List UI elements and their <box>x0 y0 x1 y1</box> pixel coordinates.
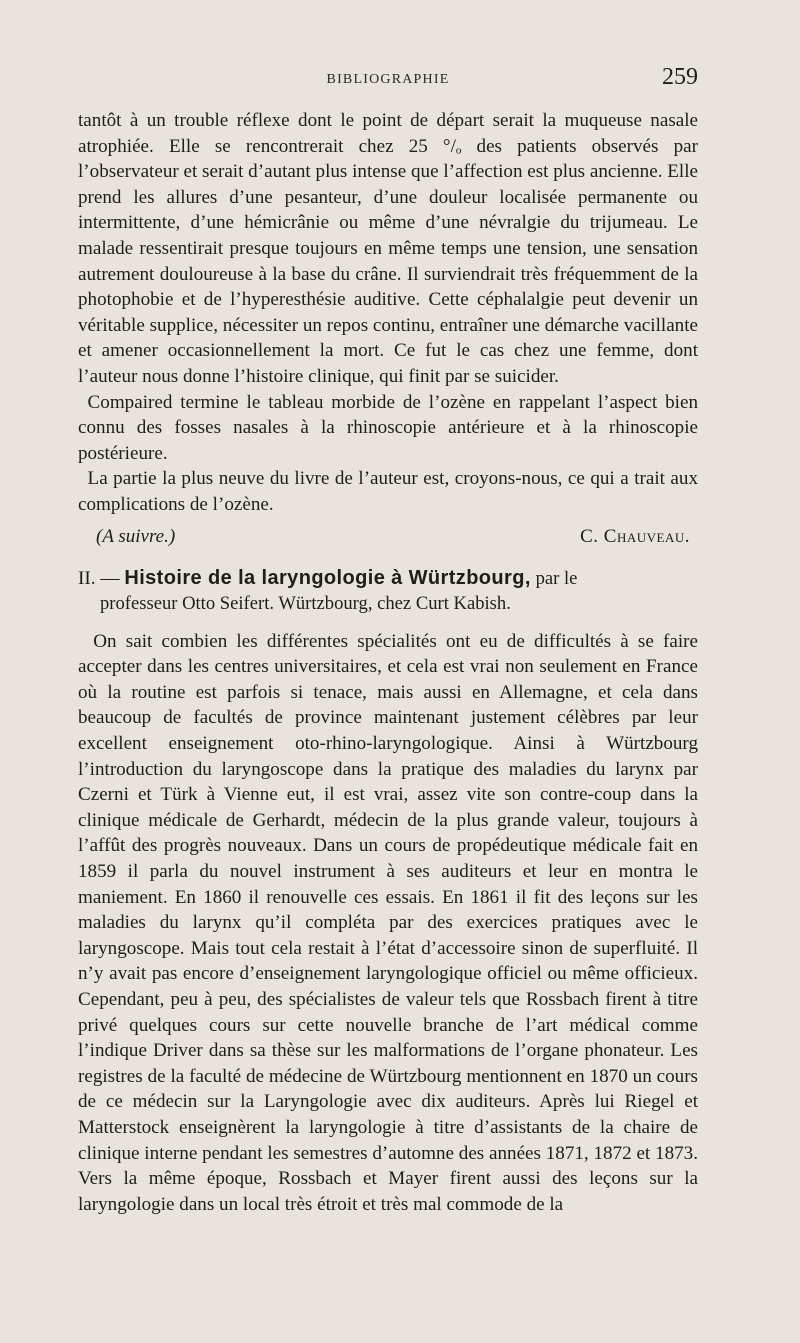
section-body <box>78 629 698 1218</box>
paragraph-1: tantôt à un trouble réflexe dont le point de départ serait la muqueuse nasale atrophiée. Elle se rencontrerait chez 25 °/ₒ des patients observés par l’observateur et serait d’autant plus intense que l’affection est plus ancienne. Elle prend les allures d’une pesanteur, d’une douleur localisée permanente ou intermittente, d’une hémicrânie ou même d’une névralgie du trijumeau. Le malade ressentirait presque toujours en même temps une tension, une sensation autrement douloureuse à la base du crâne. Il surviendrait très fréquemment de la photophobie et de l’hyperesthésie auditive. Cette céphalalgie peut devenir un véritable supplice, nécessiter un repos continu, entraîner une démarche vacillante et amener occasionnellement la mort. Ce fut le cas chez une femme, dont l’auteur nous donne l’histoire clinique, qui finit par se suicider. <box>78 110 698 387</box>
section-paragraph: On sait combien les différentes spécialités ont eu de difficultés à se faire accepter dans les centres universitaires, et cela est vrai non seulement en France où la routine est parfois si tenace, mais aussi en Allemagne, et cela dans beaucoup de facultés de province maintenant justement célèbres par leur excellent enseignement oto-rhino-laryngologique. Ainsi à Würtzbourg l’introduction du laryngoscope dans la pratique des maladies du larynx par Czerni et Türk à Vienne eut, il est vrai, assez vite son contre-coup dans la clinique médicale de Gerhardt, médecin de la plus grande valeur, toujours à l’affût des progrès nouveaux. Dans un cours de propédeutique médicale fait en 1859 il parla du nouvel instrument à ses auditeurs et leur en montra le maniement. En 1860 il renouvelle ces essais. En 1861 il fit des leçons sur les maladies du larynx qu’il compléta par des exercices pratiques avec le laryngoscope. Mais tout cela restait à l’état d’accessoire sinon de superfluité. Il n’y avait pas encore d’enseignement laryngologique officiel ou même officieux. Cependant, peu à peu, des spécialistes de valeur tels que Rossbach firent à titre privé quelques cours sur cette nouvelle branche de l’art médical comme l’indique Driver dans sa thèse sur les malformations de l’organe phonateur. Les registres de la faculté de médecine de Würtzbourg mentionnent en 1870 un cours de ce médecin sur la Laryngologie avec dix auditeurs. Après lui Riegel et Matterstock enseignèrent la laryngologie à titre d’assistants de la chaire de clinique interne pendant les semestres d’automne des années 1871, 1872 et 1873. Vers la même époque, Rossbach et Mayer firent aussi des leçons sur la laryngologie dans un local très étroit et très mal commode de la <box>78 630 698 1215</box>
section-byline-start: par le <box>535 567 578 589</box>
continuation-note: (A suivre.) <box>96 525 176 547</box>
page-number: 259 <box>662 64 698 90</box>
paragraph-2: Compaired termine le tableau morbide de l’ozène en rappelant l’aspect bien connu des fosses nasales à la rhinoscopie antérieure et à la rhinoscopie postérieure. <box>78 391 698 464</box>
signature-row <box>78 520 698 552</box>
author-signature: C. Chauveau. <box>580 525 690 547</box>
section-heading-line <box>78 566 698 592</box>
section-byline: professeur Otto Seifert. Würtzbourg, chez Curt Kabish. <box>100 593 511 615</box>
page-body <box>78 108 698 1217</box>
section-heading <box>78 566 698 617</box>
section-number: II. — <box>78 567 120 589</box>
section-title: Histoire de la laryngologie à Würtzbourg, <box>124 566 531 589</box>
page-header <box>78 64 698 94</box>
running-title: BIBLIOGRAPHIE <box>326 72 450 87</box>
paragraph-3: La partie la plus neuve du livre de l’auteur est, croyons-nous, ce qui a trait aux complications de l’ozène. <box>78 468 698 515</box>
